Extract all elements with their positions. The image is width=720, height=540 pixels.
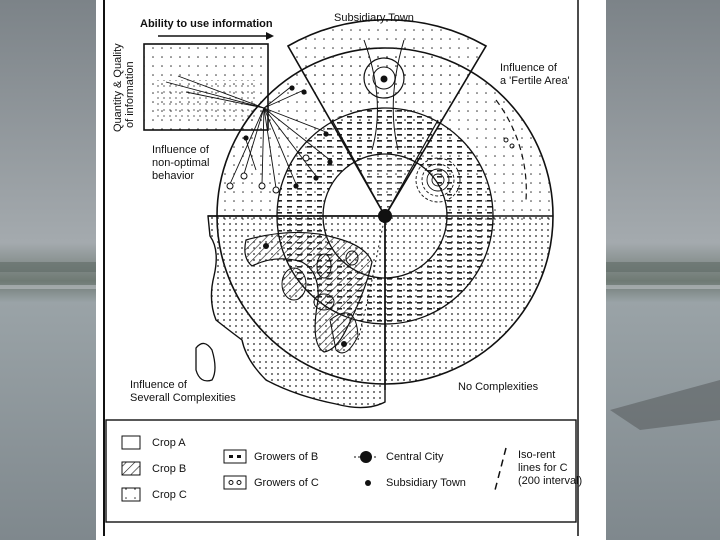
label-non-optimal-3: behavior	[152, 170, 195, 182]
legend-isorent-2: lines for C	[518, 462, 568, 474]
label-fertile-2: a 'Fertile Area'	[500, 75, 570, 87]
legend-isorent-3: (200 interval)	[518, 475, 583, 487]
legend-isorent-1: Iso-rent	[518, 449, 556, 461]
label-non-optimal-2: non-optimal	[152, 157, 210, 169]
legend-central-city-swatch	[360, 451, 372, 463]
legend-subsidiary-town-label: Subsidiary Town	[386, 477, 466, 489]
subsidiary-town-marker	[381, 76, 388, 83]
legend-central-city-label: Central City	[386, 451, 444, 463]
legend-crop-b-swatch	[122, 462, 140, 475]
info-arrow-head	[266, 32, 274, 40]
diagram-paper	[96, 0, 606, 540]
label-no-complexities: No Complexities	[458, 381, 539, 393]
legend-crop-c-label: Crop C	[152, 489, 187, 501]
legend-growers-b-swatch	[224, 450, 246, 463]
legend-growers-c-swatch	[224, 476, 246, 489]
legend-growers-c-label: Growers of C	[254, 477, 319, 489]
isolated-area	[196, 343, 215, 380]
legend-crop-a-swatch	[122, 436, 140, 449]
label-quantity-quality-2: of information	[124, 61, 136, 128]
central-city-marker	[378, 209, 392, 223]
legend-growers-b-label: Growers of B	[254, 451, 319, 463]
legend-crop-b-label: Crop B	[152, 463, 187, 475]
label-non-optimal-1: Influence of	[152, 144, 209, 156]
label-ability: Ability to use information	[140, 18, 273, 30]
legend-subsidiary-town-swatch	[365, 480, 371, 486]
label-subsidiary-town: Subsidiary Town	[334, 12, 414, 24]
label-quantity-quality-1: Quantity & Quality	[112, 43, 124, 132]
label-fertile-1: Influence of	[500, 62, 557, 74]
legend-crop-a-label: Crop A	[152, 437, 186, 449]
legend-crop-c-swatch	[122, 488, 140, 501]
label-several-2: Severall Complexities	[130, 392, 236, 404]
label-several-1: Influence of	[130, 379, 187, 391]
